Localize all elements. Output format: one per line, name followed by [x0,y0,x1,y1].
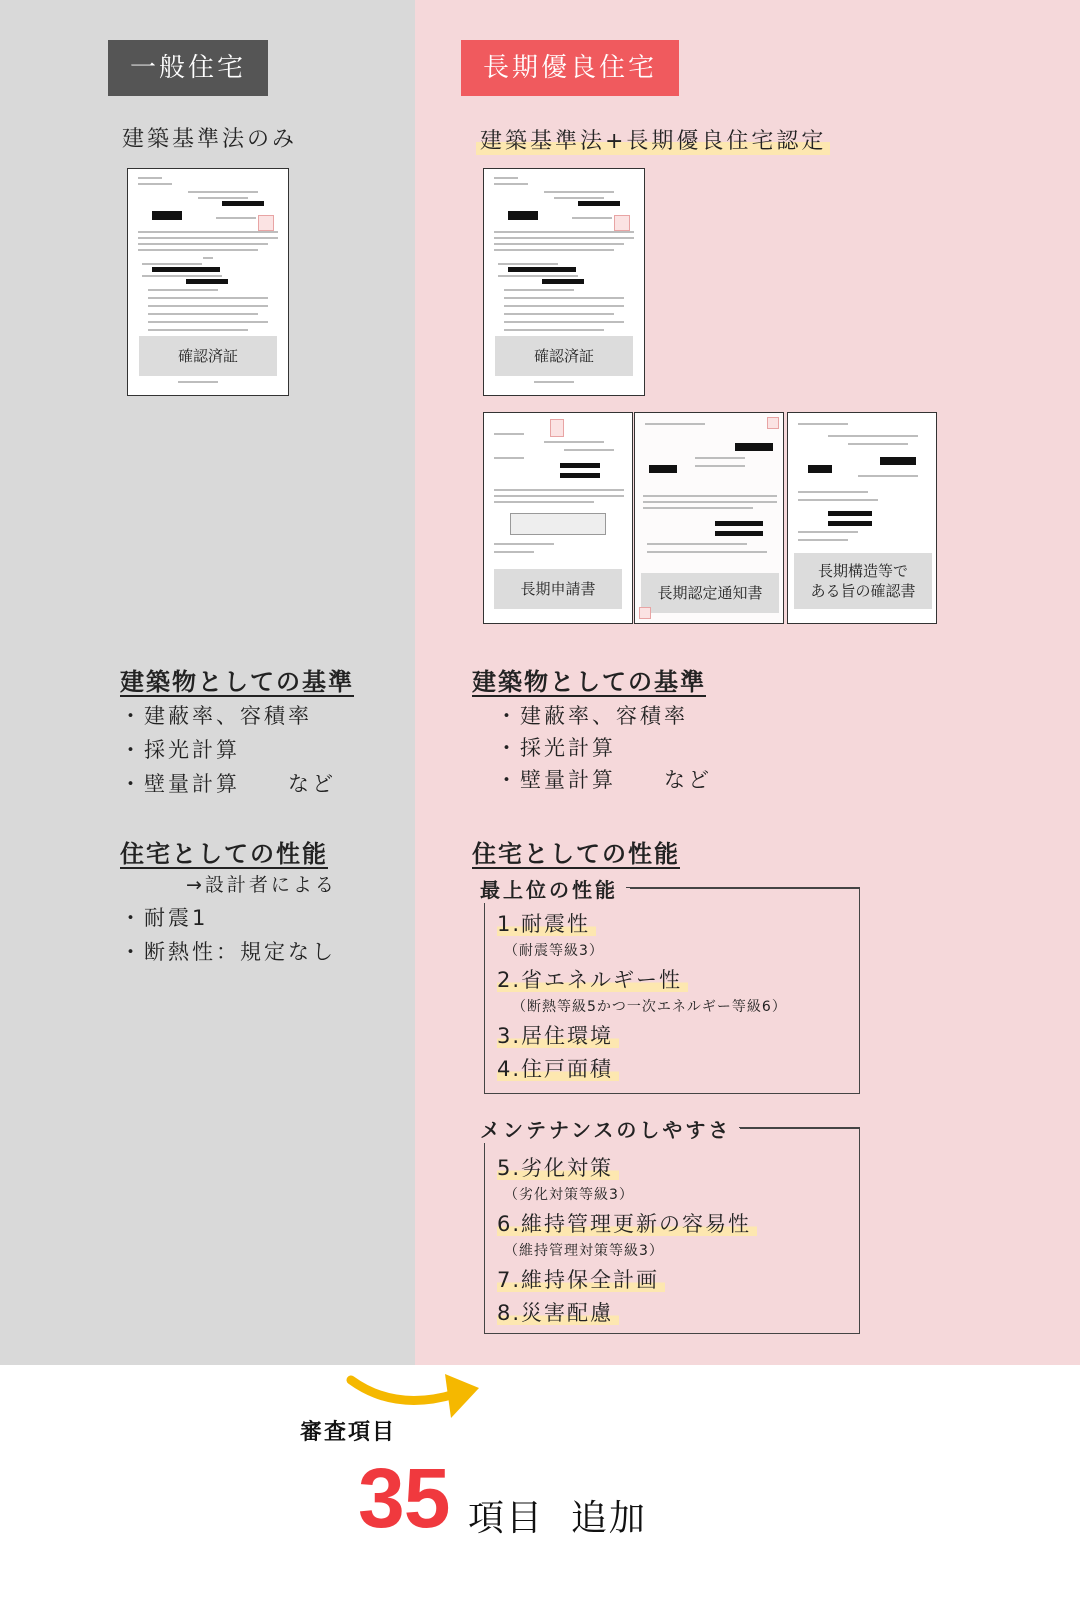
long-term-structure-confirmation-image [787,412,937,624]
performance-item: 1.耐震性 [497,908,596,938]
group-divider [630,887,860,889]
small-doc-caption: 長期構造等で ある旨の確認書 [794,553,932,609]
performance-item: 3.居住環境 [497,1020,619,1050]
performance-item: 2.省エネルギー性 [497,964,688,994]
left-performance-item: ・耐震1 [120,906,209,930]
left-performance-heading: 住宅としての性能 [120,840,328,868]
performance-item: 8.災害配慮 [497,1297,619,1327]
group-divider [740,1127,860,1129]
performance-note: （劣化対策等級3） [504,1187,634,1203]
left-standard-item: ・建蔽率、容積率 [120,704,312,728]
review-items-label: 審査項目 [300,1420,397,1445]
performance-note: （耐震等級3） [504,943,604,959]
performance-item: 4.住戸面積 [497,1053,619,1083]
performance-item: 6.維持管理更新の容易性 [497,1208,757,1238]
right-doc-caption: 確認済証 [495,336,633,376]
long-term-notice-image [634,412,784,624]
added-items-text: 項目 追加 [468,1498,647,1539]
performance-item: 5.劣化対策 [497,1152,619,1182]
left-doc-caption: 確認済証 [139,336,277,376]
left-standard-item: ・壁量計算 など [120,772,336,796]
performance-item: 7.維持保全計画 [497,1264,665,1294]
right-standards-heading: 建築物としての基準 [472,668,706,696]
right-confirmation-certificate-image [483,168,645,396]
long-term-application-image [483,412,633,624]
long-term-house-tag: 長期優良住宅 [461,40,679,96]
left-standards-heading: 建築物としての基準 [120,668,354,696]
right-subtitle: 建築基準法+長期優良住宅認定 [476,124,830,155]
maintenance-label: メンテナンスのしやすさ [480,1114,739,1143]
performance-note: （断熱等級5かつ一次エネルギー等級6） [512,999,787,1015]
general-house-tag: 一般住宅 [108,40,268,96]
left-confirmation-certificate-image [127,168,289,396]
left-performance-item: ・断熱性：規定なし [120,940,336,964]
right-performance-heading: 住宅としての性能 [472,840,680,868]
performance-note: （維持管理対策等級3） [504,1243,664,1259]
small-doc-caption: 長期認定通知書 [641,573,779,613]
left-subtitle: 建築基準法のみ [122,127,298,152]
left-performance-note: →設計者による [186,874,337,896]
top-performance-label: 最上位の性能 [480,874,626,903]
right-standard-item: ・採光計算 [496,736,616,760]
right-standard-item: ・建蔽率、容積率 [496,704,688,728]
left-standard-item: ・採光計算 [120,738,240,762]
small-doc-caption: 長期申請書 [494,569,622,609]
added-items-count: 35 [358,1451,450,1545]
right-standard-item: ・壁量計算 など [496,768,712,792]
